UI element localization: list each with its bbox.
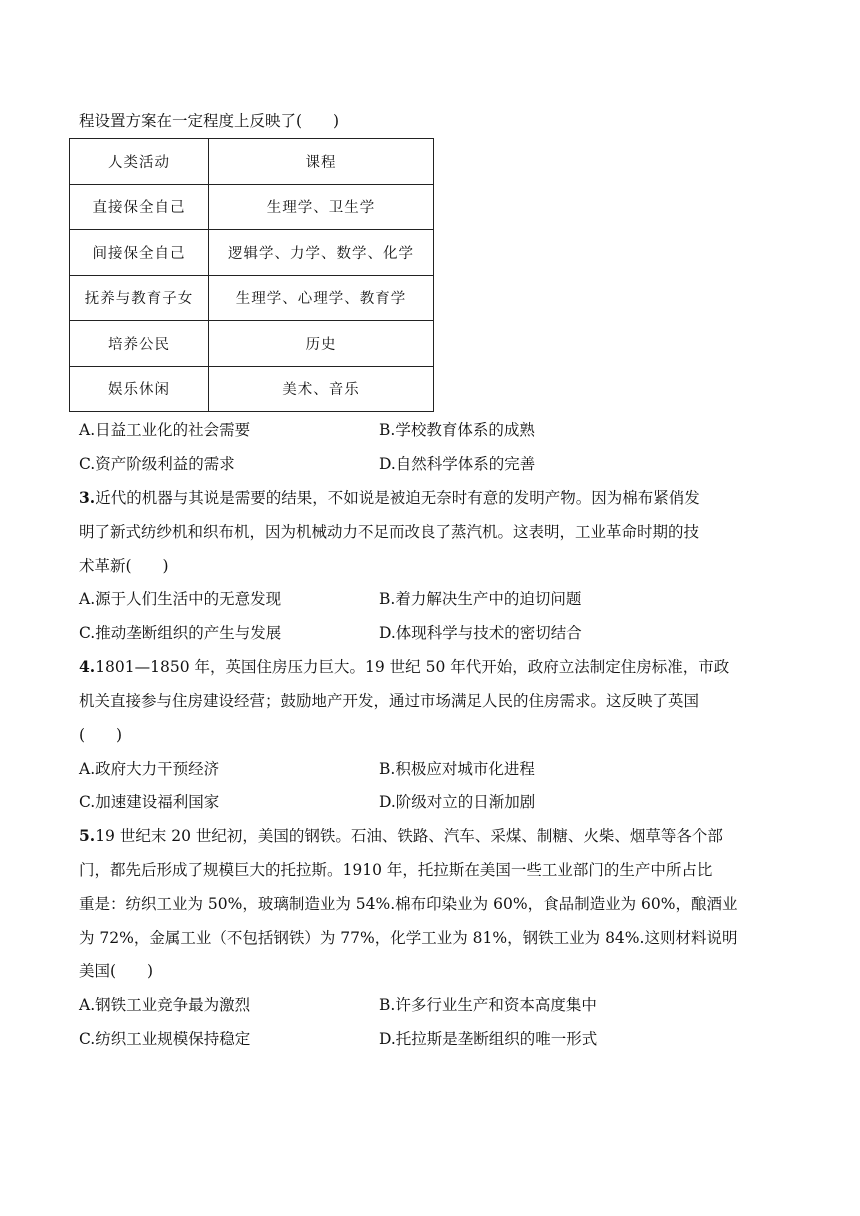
table-row xyxy=(70,275,434,321)
q5-stem-line-1 xyxy=(79,825,723,847)
q2-stem-tail: 程设置方案在一定程度上反映了( ) xyxy=(79,112,340,130)
table-row xyxy=(70,321,434,367)
q4-text: 1801—1850 年，英国住房压力巨大。19 世纪 50 年代开始，政府立法制定住房标准，市政 xyxy=(95,658,730,676)
q2-option-d: D.自然科学体系的完善 xyxy=(379,455,536,473)
table-cell: 直接保全自己 xyxy=(70,184,209,230)
q4-stem-line-1 xyxy=(79,656,729,678)
question-number: 3. xyxy=(79,488,96,507)
table-cell: 历史 xyxy=(209,321,434,367)
q3-stem-line-2: 明了新式纺纱机和织布机，因为机械动力不足而改良了蒸汽机。这表明，工业革命时期的技 xyxy=(79,523,700,541)
table-cell: 间接保全自己 xyxy=(70,230,209,276)
q5-option-b: B.许多行业生产和资本高度集中 xyxy=(379,996,597,1014)
q2-option-c: C.资产阶级利益的需求 xyxy=(79,455,235,473)
q4-stem-line-2: 机关直接参与住房建设经营；鼓励地产开发，通过市场满足人民的住房需求。这反映了英国 xyxy=(79,692,700,710)
table-row xyxy=(70,230,434,276)
q3-option-d: D.体现科学与技术的密切结合 xyxy=(379,624,582,642)
table-header-row xyxy=(70,139,434,185)
q3-option-c: C.推动垄断组织的产生与发展 xyxy=(79,624,282,642)
q5-option-a: A.钢铁工业竞争最为激烈 xyxy=(79,996,251,1014)
q5-text: 19 世纪末 20 世纪初，美国的钢铁。石油、铁路、汽车、采煤、制糖、火柴、烟草等各个部 xyxy=(95,827,723,845)
question-number: 5. xyxy=(79,826,96,845)
q5-stem-line-3: 重是：纺织工业为 50%，玻璃制造业为 54%.棉布印染业为 60%，食品制造业为 60%，酿酒业 xyxy=(79,895,738,913)
question-number: 4. xyxy=(79,657,96,676)
table-cell: 培养公民 xyxy=(70,321,209,367)
q3-stem-line-3: 术革新( ) xyxy=(79,557,169,575)
table-header-activity: 人类活动 xyxy=(70,139,209,185)
course-table xyxy=(69,138,434,412)
table-cell: 生理学、心理学、教育学 xyxy=(209,275,434,321)
q4-option-b: B.积极应对城市化进程 xyxy=(379,760,535,778)
table-cell: 逻辑学、力学、数学、化学 xyxy=(209,230,434,276)
q3-stem-line-1 xyxy=(79,487,700,509)
q3-option-a: A.源于人们生活中的无意发现 xyxy=(79,590,282,608)
table-cell: 美术、音乐 xyxy=(209,366,434,412)
q5-stem-line-5: 美国( ) xyxy=(79,962,154,980)
q4-option-c: C.加速建设福利国家 xyxy=(79,793,220,811)
table-row xyxy=(70,184,434,230)
q5-option-c: C.纺织工业规模保持稳定 xyxy=(79,1030,251,1048)
q4-option-d: D.阶级对立的日渐加剧 xyxy=(379,793,536,811)
q4-stem-line-3: ( ) xyxy=(79,726,123,744)
table-cell: 娱乐休闲 xyxy=(70,366,209,412)
table-cell: 抚养与教育子女 xyxy=(70,275,209,321)
table-header-course: 课程 xyxy=(209,139,434,185)
q3-text: 近代的机器与其说是需要的结果，不如说是被迫无奈时有意的发明产物。因为棉布紧俏发 xyxy=(95,489,700,507)
q2-option-b: B.学校教育体系的成熟 xyxy=(379,421,535,439)
q4-option-a: A.政府大力干预经济 xyxy=(79,760,220,778)
q5-stem-line-2: 门，都先后形成了规模巨大的托拉斯。1910 年，托拉斯在美国一些工业部门的生产中所占比 xyxy=(79,861,713,879)
q5-option-d: D.托拉斯是垄断组织的唯一形式 xyxy=(379,1030,598,1048)
q2-option-a: A.日益工业化的社会需要 xyxy=(79,421,251,439)
table-row xyxy=(70,366,434,412)
table-cell: 生理学、卫生学 xyxy=(209,184,434,230)
q5-stem-line-4: 为 72%，金属工业（不包括钢铁）为 77%，化学工业为 81%，钢铁工业为 84%.这则材料说明 xyxy=(79,929,738,947)
q3-option-b: B.着力解决生产中的迫切问题 xyxy=(379,590,582,608)
